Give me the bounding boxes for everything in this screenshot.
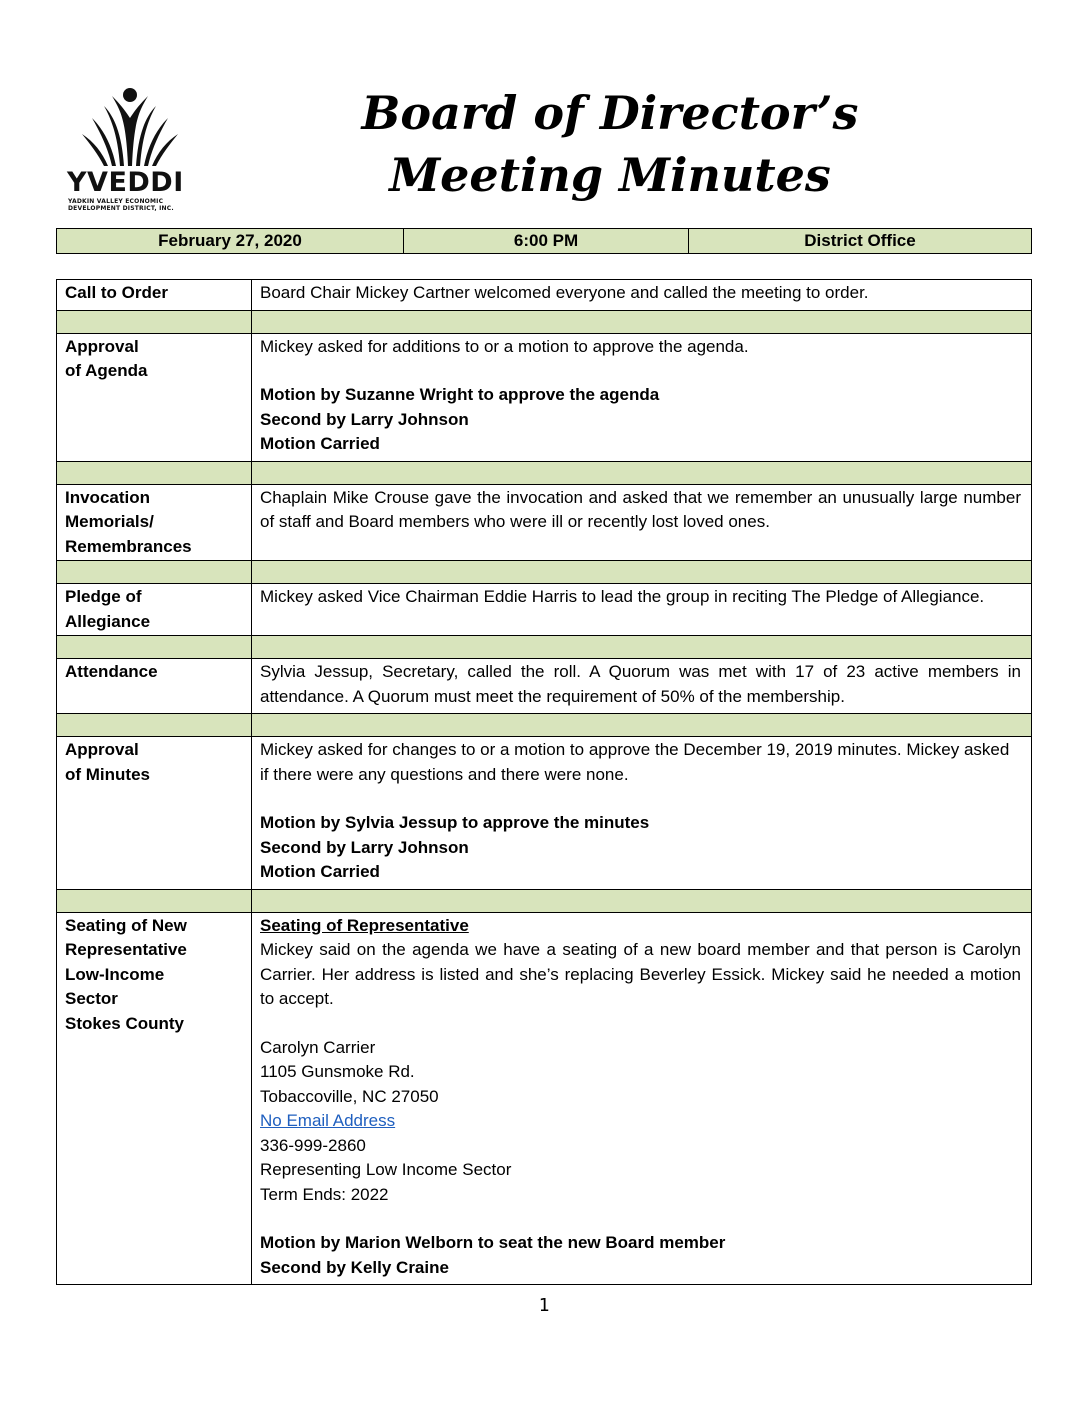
seating-content — [252, 912, 1032, 1285]
page-number: 1 — [538, 1295, 550, 1316]
agenda-text: Mickey asked for additions to or a motion to approve the agenda. — [260, 336, 749, 356]
meeting-info-table — [56, 228, 1032, 254]
meeting-date: February 27, 2020 — [57, 229, 404, 254]
table-row — [57, 333, 1032, 461]
spacer-row — [57, 714, 1032, 737]
table-row — [57, 737, 1032, 890]
agenda-second: Second by Larry Johnson — [260, 409, 469, 429]
page-title — [360, 82, 860, 206]
table-row — [57, 280, 1032, 311]
attendance-text: Sylvia Jessup, Secretary, called the roll. A Quorum was met with 17 of 23 active members in attendance. A Quorum must meet the requirement of 50% of the membership. — [252, 659, 1032, 714]
rep-representing: Representing Low Income Sector — [260, 1160, 512, 1179]
logo-subtitle: YADKIN VALLEY ECONOMIC DEVELOPMENT DISTRICT, INC. — [68, 198, 174, 212]
title-line-1: Board of Director’s — [361, 86, 859, 140]
seating-second: Second by Kelly Craine — [260, 1257, 449, 1277]
seating-label: Seating of New Representative Low-Income Sector Stokes County — [57, 912, 252, 1285]
call-to-order-text: Board Chair Mickey Cartner welcomed everyone and called the meeting to order. — [252, 280, 1032, 311]
title-line-2: Meeting Minutes — [389, 148, 831, 202]
meeting-location: District Office — [689, 229, 1032, 254]
minutes-motion: Motion by Sylvia Jessup to approve the minutes — [260, 813, 650, 832]
minutes-second: Second by Larry Johnson — [260, 837, 469, 857]
spacer-row — [57, 310, 1032, 333]
table-row — [57, 484, 1032, 561]
rep-term: Term Ends: 2022 — [260, 1184, 389, 1204]
spacer-row — [57, 461, 1032, 484]
logo-name: YVEDDI — [67, 167, 184, 198]
invocation-label: Invocation Memorials/ Remembrances — [57, 484, 252, 561]
meeting-time: 6:00 PM — [404, 229, 689, 254]
spacer-row — [57, 561, 1032, 584]
rep-phone: 336-999-2860 — [260, 1135, 366, 1155]
rep-email-link[interactable]: No Email Address — [260, 1111, 396, 1130]
rep-address-2: Tobaccoville, NC 27050 — [260, 1086, 439, 1106]
seating-text: Mickey said on the agenda we have a seating of a new board member and that person is Carolyn Carrier. Her address is listed and she’s replacing Beverley Essick. Mickey said he needed a motion to accept. — [260, 940, 1021, 1008]
call-to-order-label: Call to Order — [57, 280, 252, 311]
spacer-row — [57, 636, 1032, 659]
minutes-table — [56, 279, 1032, 1285]
agenda-result: Motion Carried — [260, 434, 380, 453]
table-row — [57, 584, 1032, 636]
yveddi-logo — [60, 88, 200, 216]
seating-heading: Seating of Representative — [260, 915, 469, 935]
pledge-text: Mickey asked Vice Chairman Eddie Harris to lead the group in reciting The Pledge of Allegiance. — [252, 584, 1032, 636]
rep-address-1: 1105 Gunsmoke Rd. — [260, 1062, 415, 1081]
minutes-text: Mickey asked for changes to or a motion to approve the December 19, 2019 minutes. Mickey asked if there were any questions and there were none. — [260, 740, 1010, 784]
agenda-label: Approval of Agenda — [57, 333, 252, 461]
table-row — [57, 912, 1032, 1285]
agenda-content — [252, 333, 1032, 461]
figure-icon — [82, 88, 178, 166]
minutes-label: Approval of Minutes — [57, 737, 252, 890]
agenda-motion: Motion by Suzanne Wright to approve the agenda — [260, 385, 660, 404]
rep-name: Carolyn Carrier — [260, 1037, 376, 1057]
minutes-content — [252, 737, 1032, 890]
invocation-text: Chaplain Mike Crouse gave the invocation and asked that we remember an unusually large number of staff and Board members who were ill or recently lost loved ones. — [252, 484, 1032, 561]
pledge-label: Pledge of Allegiance — [57, 584, 252, 636]
minutes-result: Motion Carried — [260, 862, 380, 881]
attendance-label: Attendance — [57, 659, 252, 714]
spacer-row — [57, 889, 1032, 912]
seating-motion: Motion by Marion Welborn to seat the new Board member — [260, 1233, 726, 1252]
table-row — [57, 659, 1032, 714]
